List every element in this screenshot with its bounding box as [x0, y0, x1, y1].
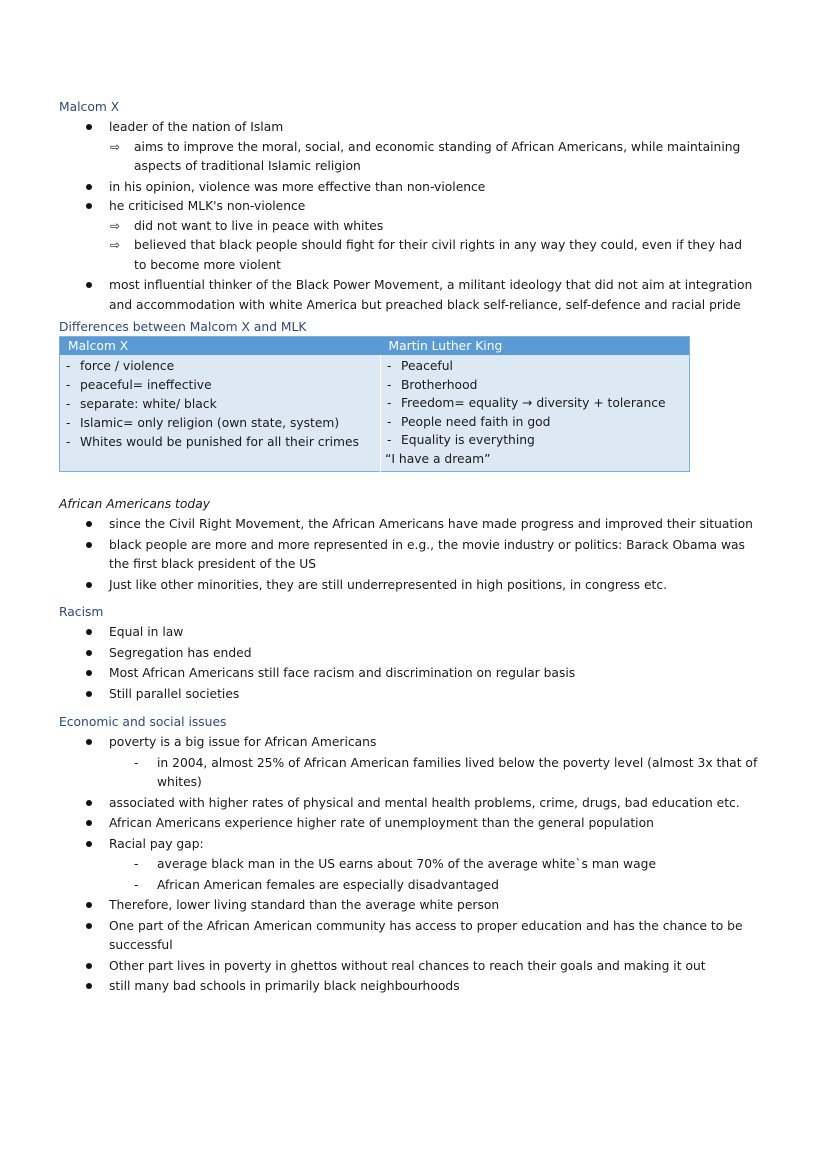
malcom-x-list [0, 118, 828, 315]
table-row: - Peaceful [387, 359, 453, 373]
table-row: - Whites would be punished for all their crimes [66, 435, 359, 449]
arrow-icon: ⇨ [110, 238, 121, 252]
table-row: - People need faith in god [387, 414, 551, 429]
list-item: - average black man in the US earns about 70% of the average white`s man wage [134, 857, 657, 871]
list-item: ⇨ did not want to live in peace with whites [0, 217, 744, 237]
heading-differences: Differences between Malcom X and MLK [59, 320, 307, 334]
list-item: African Americans experience higher rate of unemployment than the general population [0, 814, 769, 834]
list-item: Racial pay gap: [0, 835, 769, 855]
list-item: poverty is a big issue for African Americans [0, 733, 769, 753]
racism-list [0, 623, 828, 704]
list-item: in his opinion, violence was more effective than non-violence [0, 178, 769, 198]
table-row: - separate: white/ black [66, 397, 217, 411]
list-item: ⇨ aims to improve the moral, social, and economic standing of African Americans, while maintaining aspects of traditional Islamic religion [110, 139, 741, 173]
table-header-malcom-x: Malcom X [60, 337, 381, 356]
list-item: One part of the African American community has access to proper education and has the chance to be successful [0, 917, 769, 956]
heading-racism: Racism [59, 605, 104, 619]
list-item: Equal in law [0, 623, 769, 643]
table-row: - Islamic= only religion (own state, system) [66, 416, 340, 430]
table-row: - Freedom= equality → diversity + tolerance [387, 396, 666, 411]
table-cell-mlk [381, 355, 690, 471]
table-cell-malcom-x [60, 355, 381, 471]
list-item: associated with higher rates of physical and mental health problems, crime, drugs, bad education etc. [0, 794, 769, 814]
list-item: still many bad schools in primarily black neighbourhoods [0, 977, 769, 997]
list-item: - African American females are especially disadvantaged [134, 877, 499, 892]
list-item: Most African Americans still face racism and discrimination on regular basis [0, 664, 769, 684]
list-item: most influential thinker of the Black Power Movement, a militant ideology that did not aim at integration and accommodation with white America but preached black self-reliance, self-defence and racial pride [0, 276, 769, 315]
table-row: “I have a dream” [385, 451, 491, 466]
list-item: Just like other minorities, they are still underrepresented in high positions, in congress etc. [0, 576, 769, 596]
table-header-mlk: Martin Luther King [381, 337, 690, 356]
table-row: - Brotherhood [387, 377, 478, 392]
arrow-icon: ⇨ [110, 139, 121, 154]
arrow-icon: ⇨ [110, 218, 121, 233]
list-item: Other part lives in poverty in ghettos without real chances to reach their goals and making it out [0, 957, 769, 977]
list-item: Segregation has ended [0, 644, 769, 664]
comparison-table [59, 336, 690, 472]
table-row: - peaceful= ineffective [66, 378, 212, 392]
list-item: he criticised MLK's non-violence [0, 197, 769, 217]
list-item: leader of the nation of Islam [0, 118, 769, 138]
today-list [0, 515, 828, 595]
table-row: - Equality is everything [387, 433, 535, 448]
economic-list [0, 733, 828, 997]
list-item: - in 2004, almost 25% of African American families lived below the poverty level (almost 3x that of whites) [134, 755, 758, 789]
heading-economic-social: Economic and social issues [59, 715, 227, 729]
list-item: since the Civil Right Movement, the African Americans have made progress and improved their situation [0, 515, 769, 535]
table-row: - force / violence [66, 359, 175, 373]
list-item: Still parallel societies [0, 685, 769, 705]
list-item: ⇨ believed that black people should fight for their civil rights in any way they could, even if they had to become more violent [110, 238, 743, 272]
list-item: black people are more and more represented in e.g., the movie industry or politics: Barack Obama was the first black president of the US [0, 536, 769, 575]
list-item: Therefore, lower living standard than the average white person [0, 896, 769, 916]
heading-malcom-x: Malcom X [59, 100, 120, 114]
heading-african-americans-today: African Americans today [59, 497, 211, 511]
